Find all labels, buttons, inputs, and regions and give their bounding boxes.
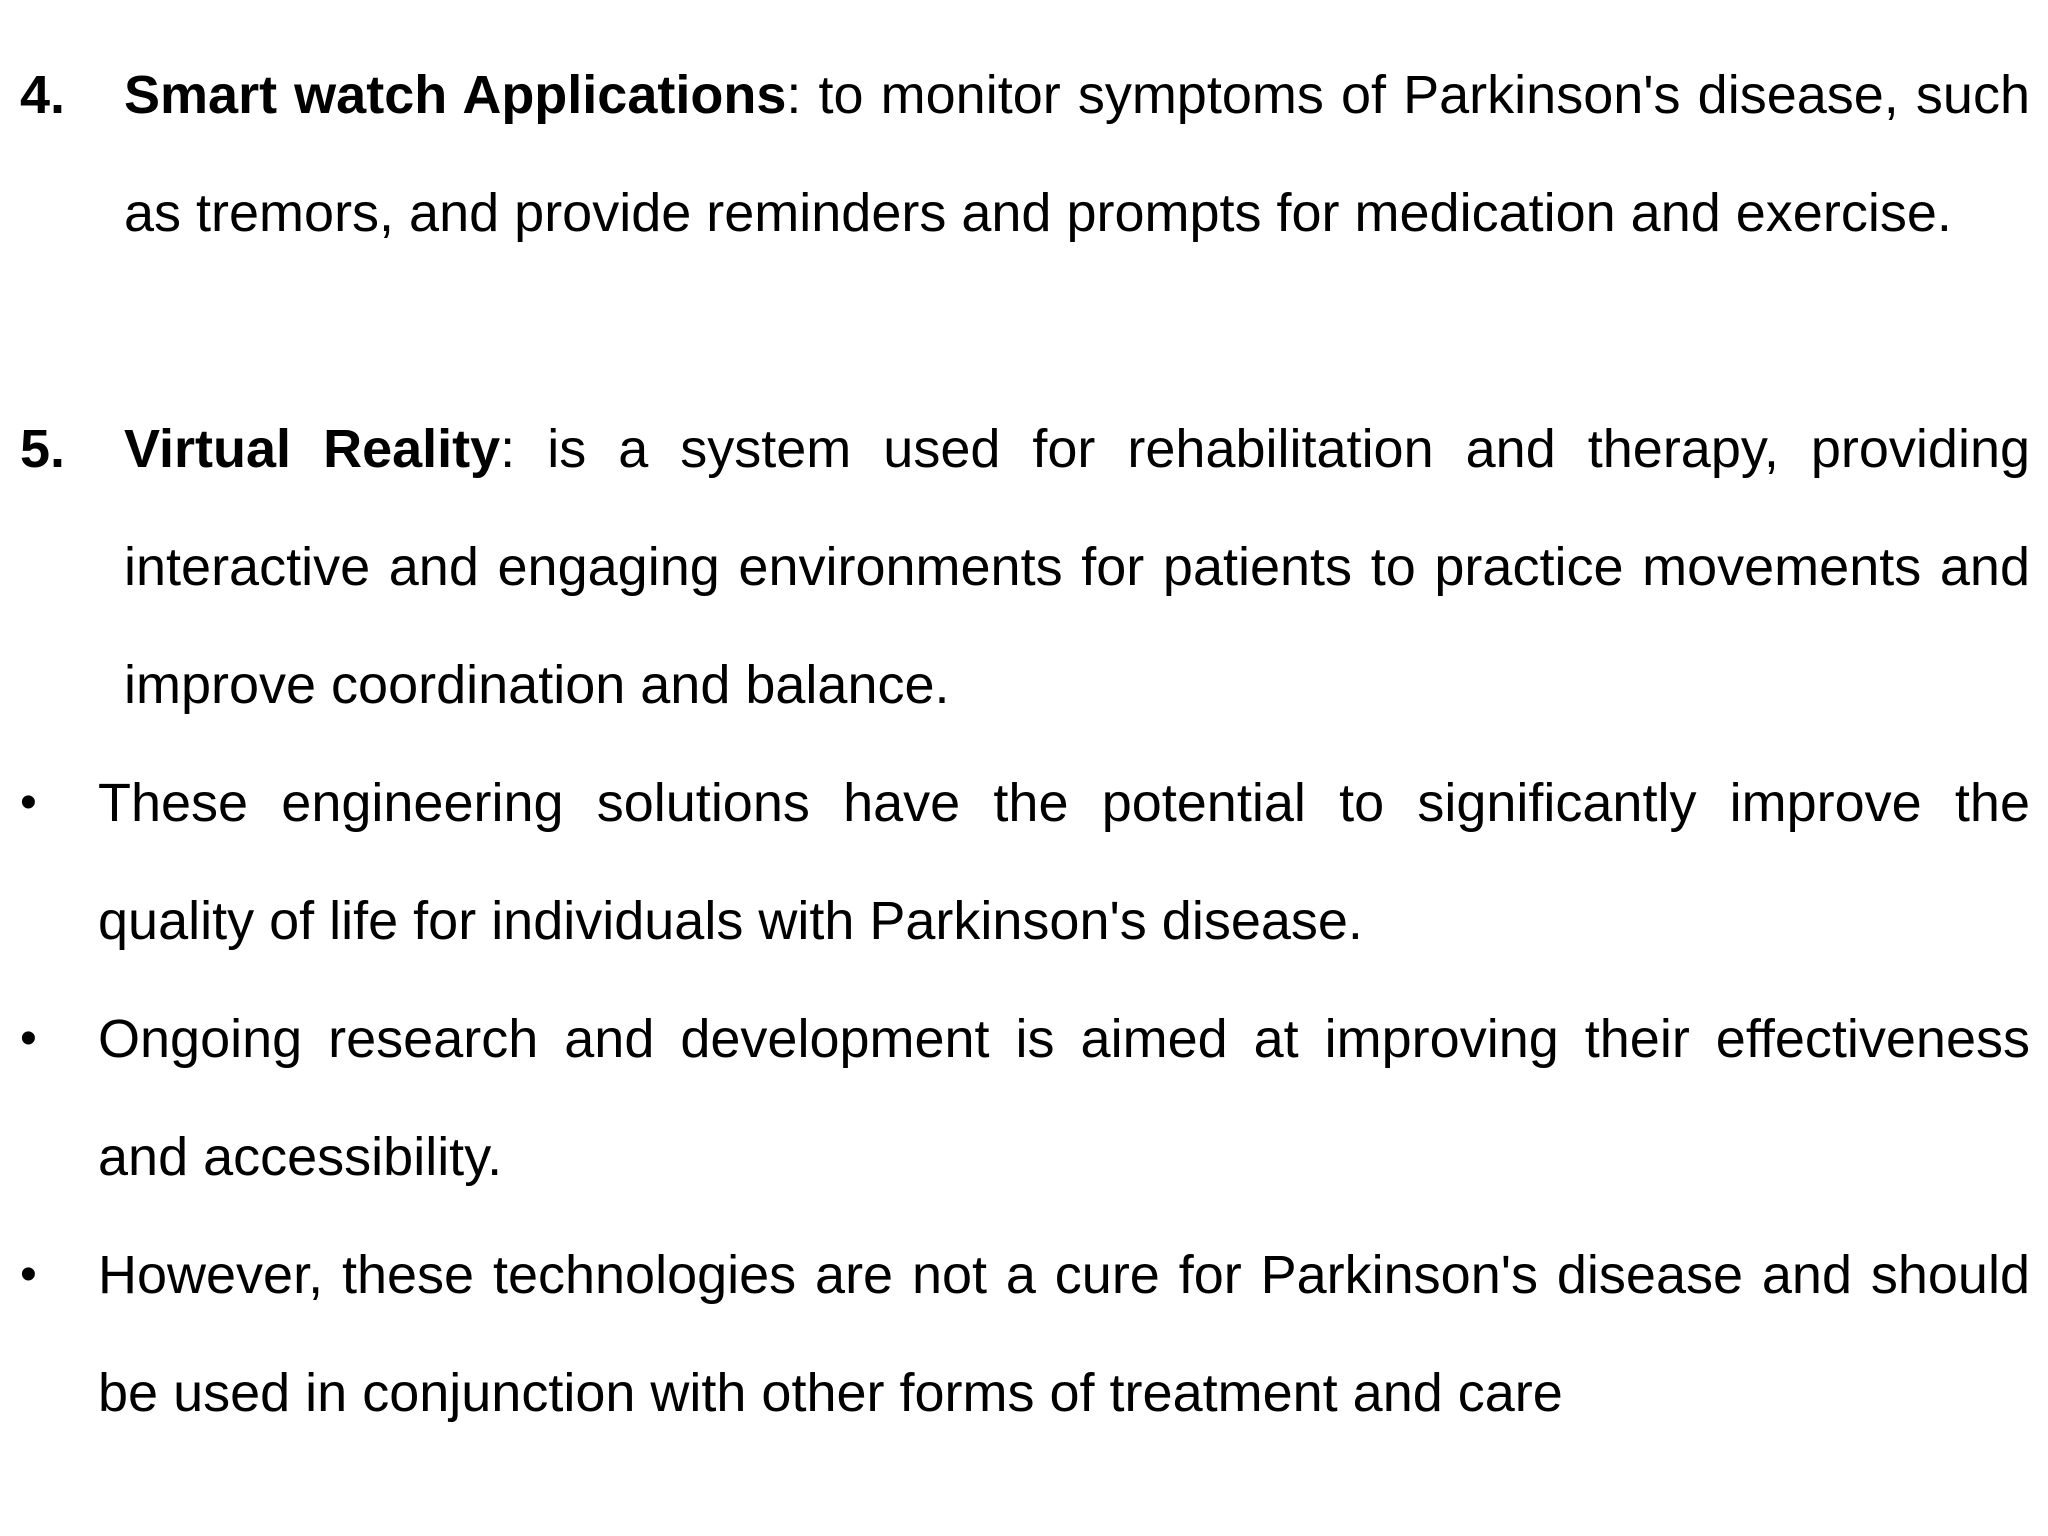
item-text: is a system used for rehabilitation and therapy, providing interactive and engaging environments for patients to practice movements and improve coordination and balance. (124, 419, 2031, 715)
bullet-item (20, 744, 2030, 980)
bullet-text: However, these technologies are not a cure for Parkinson's disease and should be used in conjunction with other forms of treatment and care (98, 1245, 2030, 1423)
item-separator: : (786, 65, 802, 125)
item-text: to monitor symptoms of Parkinson's disease, such as tremors, and provide reminders and prompts for medication and exercise. (124, 65, 2030, 243)
bullet-item (20, 980, 2030, 1216)
bullet-text: These engineering solutions have the potential to significantly improve the quality of life for individuals with Parkinson's disease. (98, 773, 2030, 951)
bullet-icon: • (20, 776, 37, 829)
bullet-icon: • (20, 1248, 37, 1301)
bullet-icon: • (20, 1012, 37, 1065)
item-number: 4. (20, 65, 66, 125)
item-separator: : (500, 419, 516, 479)
item-number: 5. (20, 419, 66, 479)
bullet-item (20, 1216, 2030, 1452)
item-term: Virtual Reality (124, 419, 501, 479)
numbered-item-smart-watch (20, 36, 2030, 272)
bullet-text: Ongoing research and development is aimed at improving their effectiveness and accessibility. (98, 1009, 2030, 1187)
numbered-item-virtual-reality (20, 390, 2030, 744)
item-term: Smart watch Applications (124, 65, 787, 125)
